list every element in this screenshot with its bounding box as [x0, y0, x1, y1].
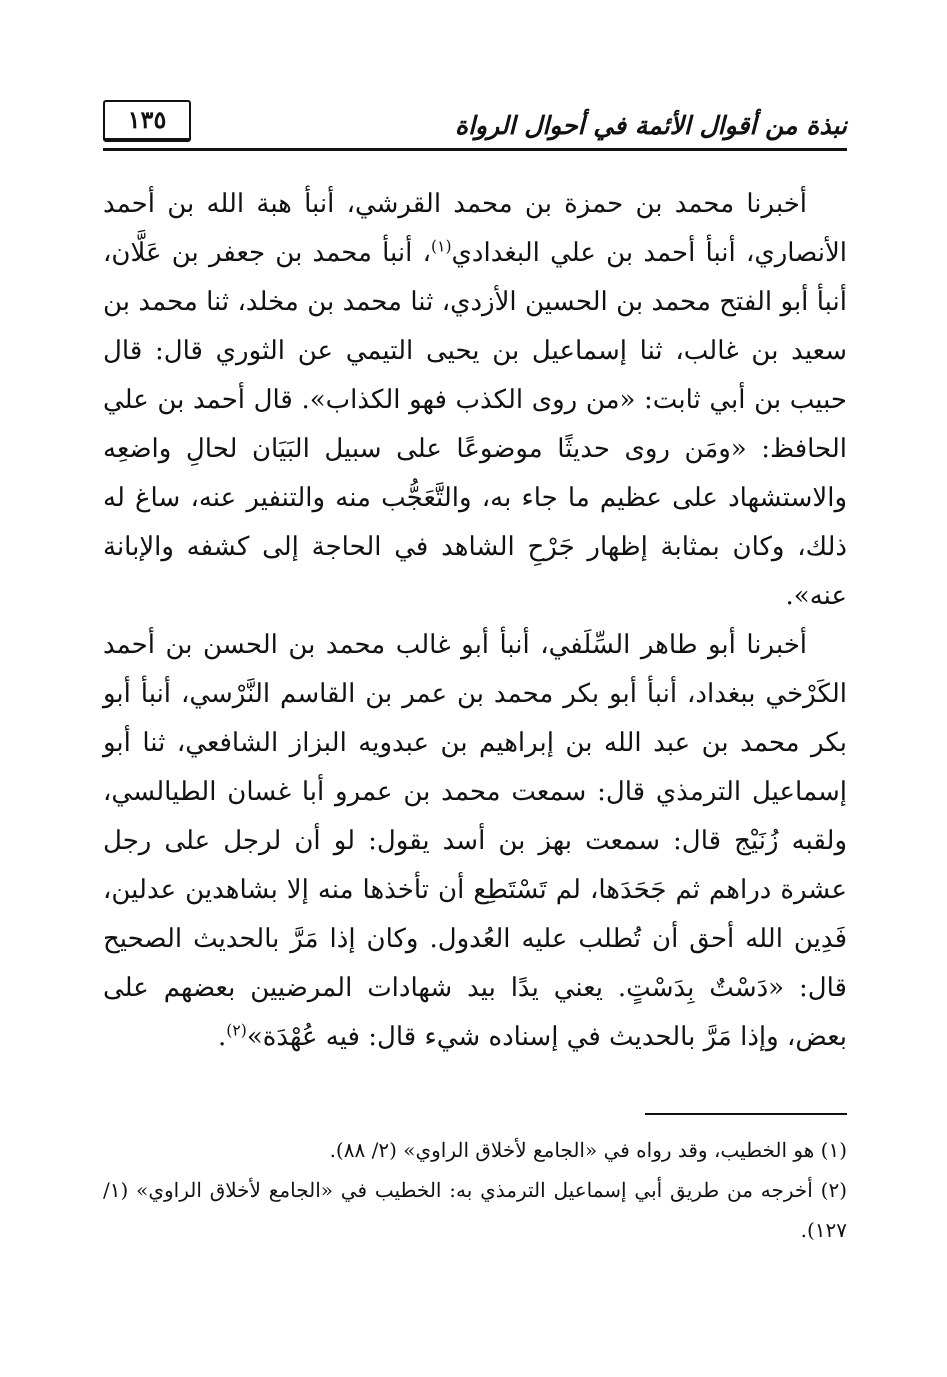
footnote-divider: [645, 1113, 847, 1115]
paragraph-1-text-b: ، أنبأ محمد بن جعفر بن عَلَّان، أنبأ أبو الفتح محمد بن الحسين الأزدي، ثنا محمد بن مخلد، ثنا محمد بن سعيد بن غالب، ثنا إسماعيل بن يحيى التيمي عن الثوري قال: قال حبيب بن أبي ثابت: «من روى الكذب فهو الكذاب». قال أحمد بن علي الحافظ: «ومَن روى حديثًا موضوعًا على سبيل البَيَان لحالِ واضعِه والاستشهاد على عظيم ما جاء به، والتَّعَجُّب منه والتنفير عنه، ساغ له ذلك، وكان بمثابة إظهار جَرْحِ الشاهد في الحاجة إلى كشفه والإبانة عنه».: [103, 238, 847, 611]
footnote-ref-1: (١): [430, 237, 452, 256]
paragraph-2-text-b: .: [217, 1022, 227, 1052]
paragraph-2: [103, 621, 847, 1062]
footnote-1: (١) هو الخطيب، وقد رواه في «الجامع لأخلاق الراوي» (٢/ ٨٨).: [329, 1138, 847, 1162]
footnote-2: (٢) أخرجه من طريق أبي إسماعيل الترمذي به: الخطيب في «الجامع لأخلاق الراوي» (١/ ١٢٧).: [103, 1178, 847, 1242]
footnotes: [103, 1130, 847, 1250]
paragraph-2-text-a: أخبرنا أبو طاهر السِّلَفي، أنبأ أبو غالب محمد بن الحسن بن أحمد الكَرْخي ببغداد، أنبأ أبو بكر محمد بن عمر بن القاسم النَّرْسي، أنبأ أبو بكر محمد بن عبد الله بن إبراهيم بن عبدويه البزاز الشافعي، ثنا أبو إسماعيل الترمذي قال: سمعت محمد بن عمرو أبا غسان الطيالسي، ولقبه زُنَيْج قال: سمعت بهز بن أسد يقول: لو أن لرجل على رجل عشرة دراهم ثم جَحَدَها، لم تَسْتَطِع أن تأخذها منه إلا بشاهدين عدلين، فَدِين الله أحق أن تُطلب عليه العُدول. وكان إذا مَرَّ بالحديث الصحيح قال: «دَسْتٌ بِدَسْتٍ. يعني يدًا بيد شهادات المرضيين بعضهم على بعض، وإذا مَرَّ بالحديث في إسناده شيء قال: فيه عُهْدَة»: [103, 630, 847, 1052]
paragraph-1: [103, 180, 847, 621]
header-divider: [103, 148, 847, 151]
running-title: نبذة من أقوال الأئمة في أحوال الرواة: [455, 111, 847, 140]
page-number: ١٣٥: [103, 100, 191, 142]
paragraph-1-text-a: أخبرنا محمد بن حمزة بن محمد القرشي، أنبأ هبة الله بن أحمد الأنصاري، أنبأ أحمد بن علي البغدادي: [103, 189, 848, 268]
footnote-ref-2: (٢): [226, 1021, 247, 1040]
main-text: [103, 180, 847, 1062]
